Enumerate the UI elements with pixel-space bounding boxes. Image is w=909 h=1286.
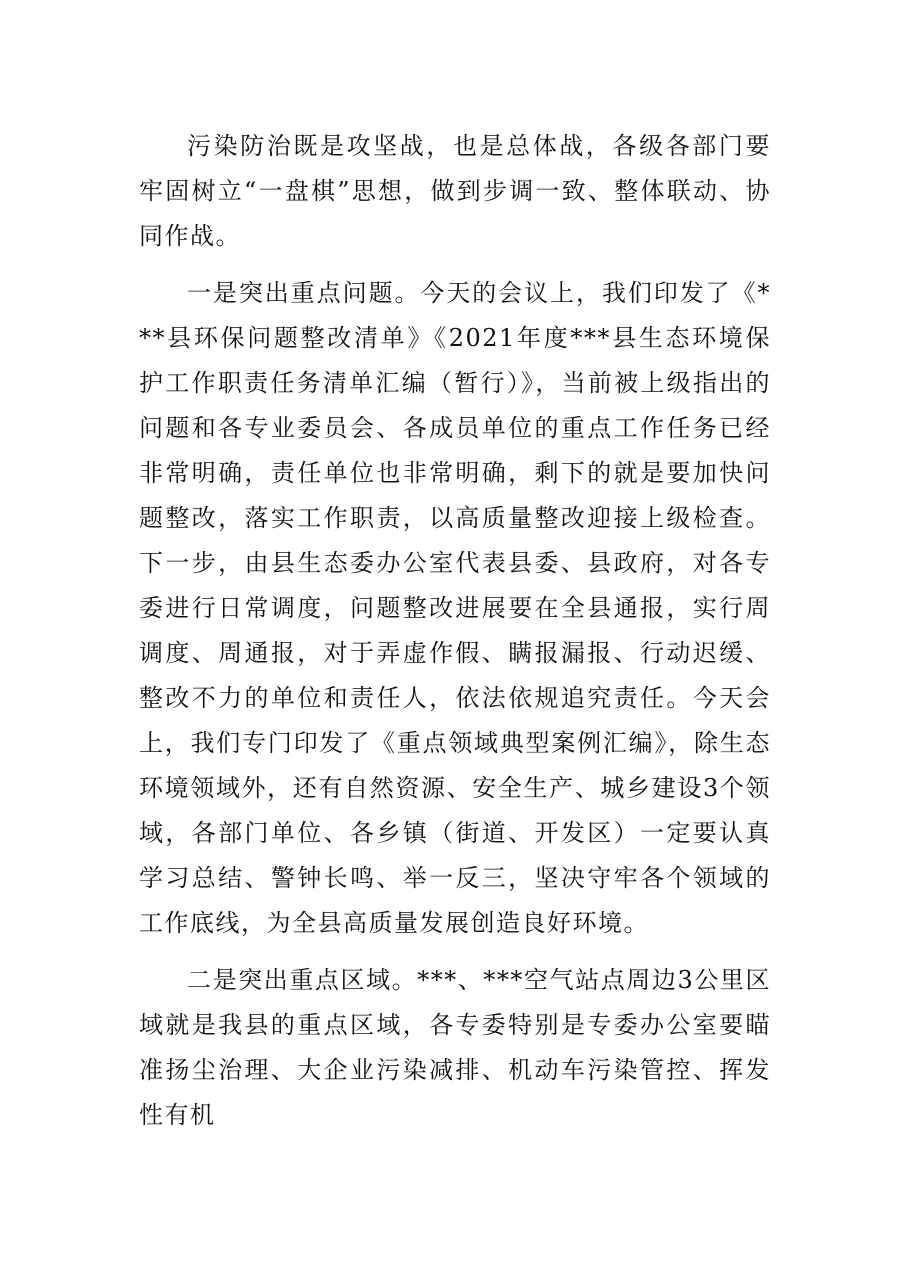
document-page (139, 124, 771, 1150)
paragraph-key-issues: 一是突出重点问题。今天的会议上，我们印发了《***县环保问题整改清单》《2021年度***县生态环境保护工作职责任务清单汇编（暂行）》，当前被上级指出的问题和各专业委员会、各成员单位的重点工作任务已经非常明确，责任单位也非常明确，剩下的就是要加快问题整改，落实工作职责，以高质量整改迎接上级检查。下一步，由县生态委办公室代表县委、县政府，对各专委进行日常调度，问题整改进展要在全县通报，实行周调度、周通报，对于弄虚作假、瞒报漏报、行动迟缓、整改不力的单位和责任人，依法依规追究责任。今天会上，我们专门印发了《重点领域典型案例汇编》，除生态环境领域外，还有自然资源、安全生产、城乡建设3个领域，各部门单位、各乡镇（街道、开发区）一定要认真学习总结、警钟长鸣、举一反三，坚决守牢各个领域的工作底线，为全县高质量发展创造良好环境。 (139, 279, 771, 937)
paragraph-intro: 污染防治既是攻坚战，也是总体战，各级各部门要牢固树立“一盘棋”思想，做到步调一致、整体联动、协同作战。 (139, 132, 771, 250)
paragraph-key-areas: 二是突出重点区域。***、***空气站点周边3公里区域就是我县的重点区域，各专委特别是专委办公室要瞄准扬尘治理、大企业污染减排、机动车污染管控、挥发性有机 (139, 966, 771, 1129)
